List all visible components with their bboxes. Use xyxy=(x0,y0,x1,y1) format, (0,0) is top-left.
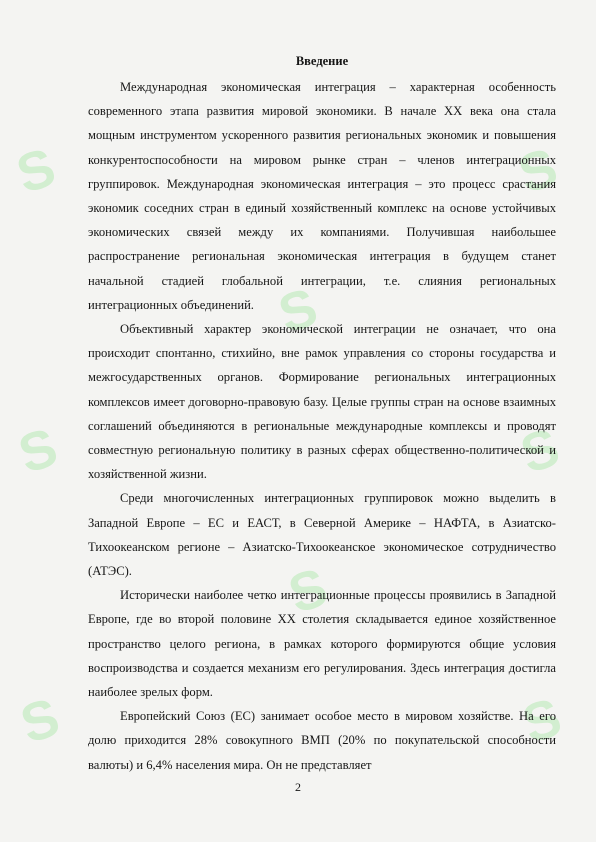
watermark-logo: Ѕ xyxy=(511,136,565,206)
paragraph: Международная экономическая интеграция – характерная особенность современного этапа развития мировой экономики. В начале XX века она стала мощным инструментом ускоренного развития региональных экономик и повышения конкурентоспособности на мировом рынке стран – членов интеграционных группировок. Международная экономическая интеграция – это процесс срастания экономик соседних стран в единый хозяйственный комплекс на основе устойчивых экономических связей между их компаниями. Получившая наибольшее распространение региональная экономическая интеграция в будущем станет начальной стадией глобальной интеграции, т.е. слияния региональных интеграционных объединений. xyxy=(88,80,556,312)
paragraph: Среди многочисленных интеграционных группировок можно выделить в Западной Европе – ЕС и ЕАСТ, в Северной Америке – НАФТА, в Азиатско-Тихоокеанском регионе – Азиатско-Тихоокеанское экономическое сотрудничество (АТЭС). xyxy=(88,491,556,579)
watermark-logo: Ѕ xyxy=(513,416,567,486)
paragraph: Объективный характер экономической интеграции не означает, что она происходит спонтанно, стихийно, вне рамок управления со стороны государства и межгосударственных органов. Формирование региональных интеграционных комплексов имеет договорно-правовую базу. Целые группы стран на основе взаимных соглашений объединяются в региональные международные комплексы и проводят совместную региональную политику в разных сферах общественно-политической и хозяйственной жизни. xyxy=(88,322,556,482)
watermark-logo: Ѕ xyxy=(11,416,65,486)
watermark-logo: Ѕ xyxy=(515,686,569,756)
document-body xyxy=(88,52,556,777)
watermark-logo: Ѕ xyxy=(9,136,63,206)
paragraph: Исторически наиболее четко интеграционные процессы проявились в Западной Европе, где во второй половине XX столетия складывается единое хозяйственное пространство целого региона, в рамках которого формируются общие условия воспроизводства и создается механизм его регулирования. Здесь интеграция достигла наиболее зрелых форм. xyxy=(88,588,556,700)
section-title: Введение xyxy=(295,54,349,68)
watermark-logo: Ѕ xyxy=(13,686,67,756)
watermark-logo: Ѕ xyxy=(281,556,335,626)
page-number: 2 xyxy=(295,780,301,794)
watermark-logo: Ѕ xyxy=(271,276,325,346)
paragraph: Европейский Союз (ЕС) занимает особое место в мировом хозяйстве. На его долю приходится 28% совокупного ВМП (20% по покупательской способности валюты) и 6,4% населения мира. Он не представляет xyxy=(88,709,556,772)
